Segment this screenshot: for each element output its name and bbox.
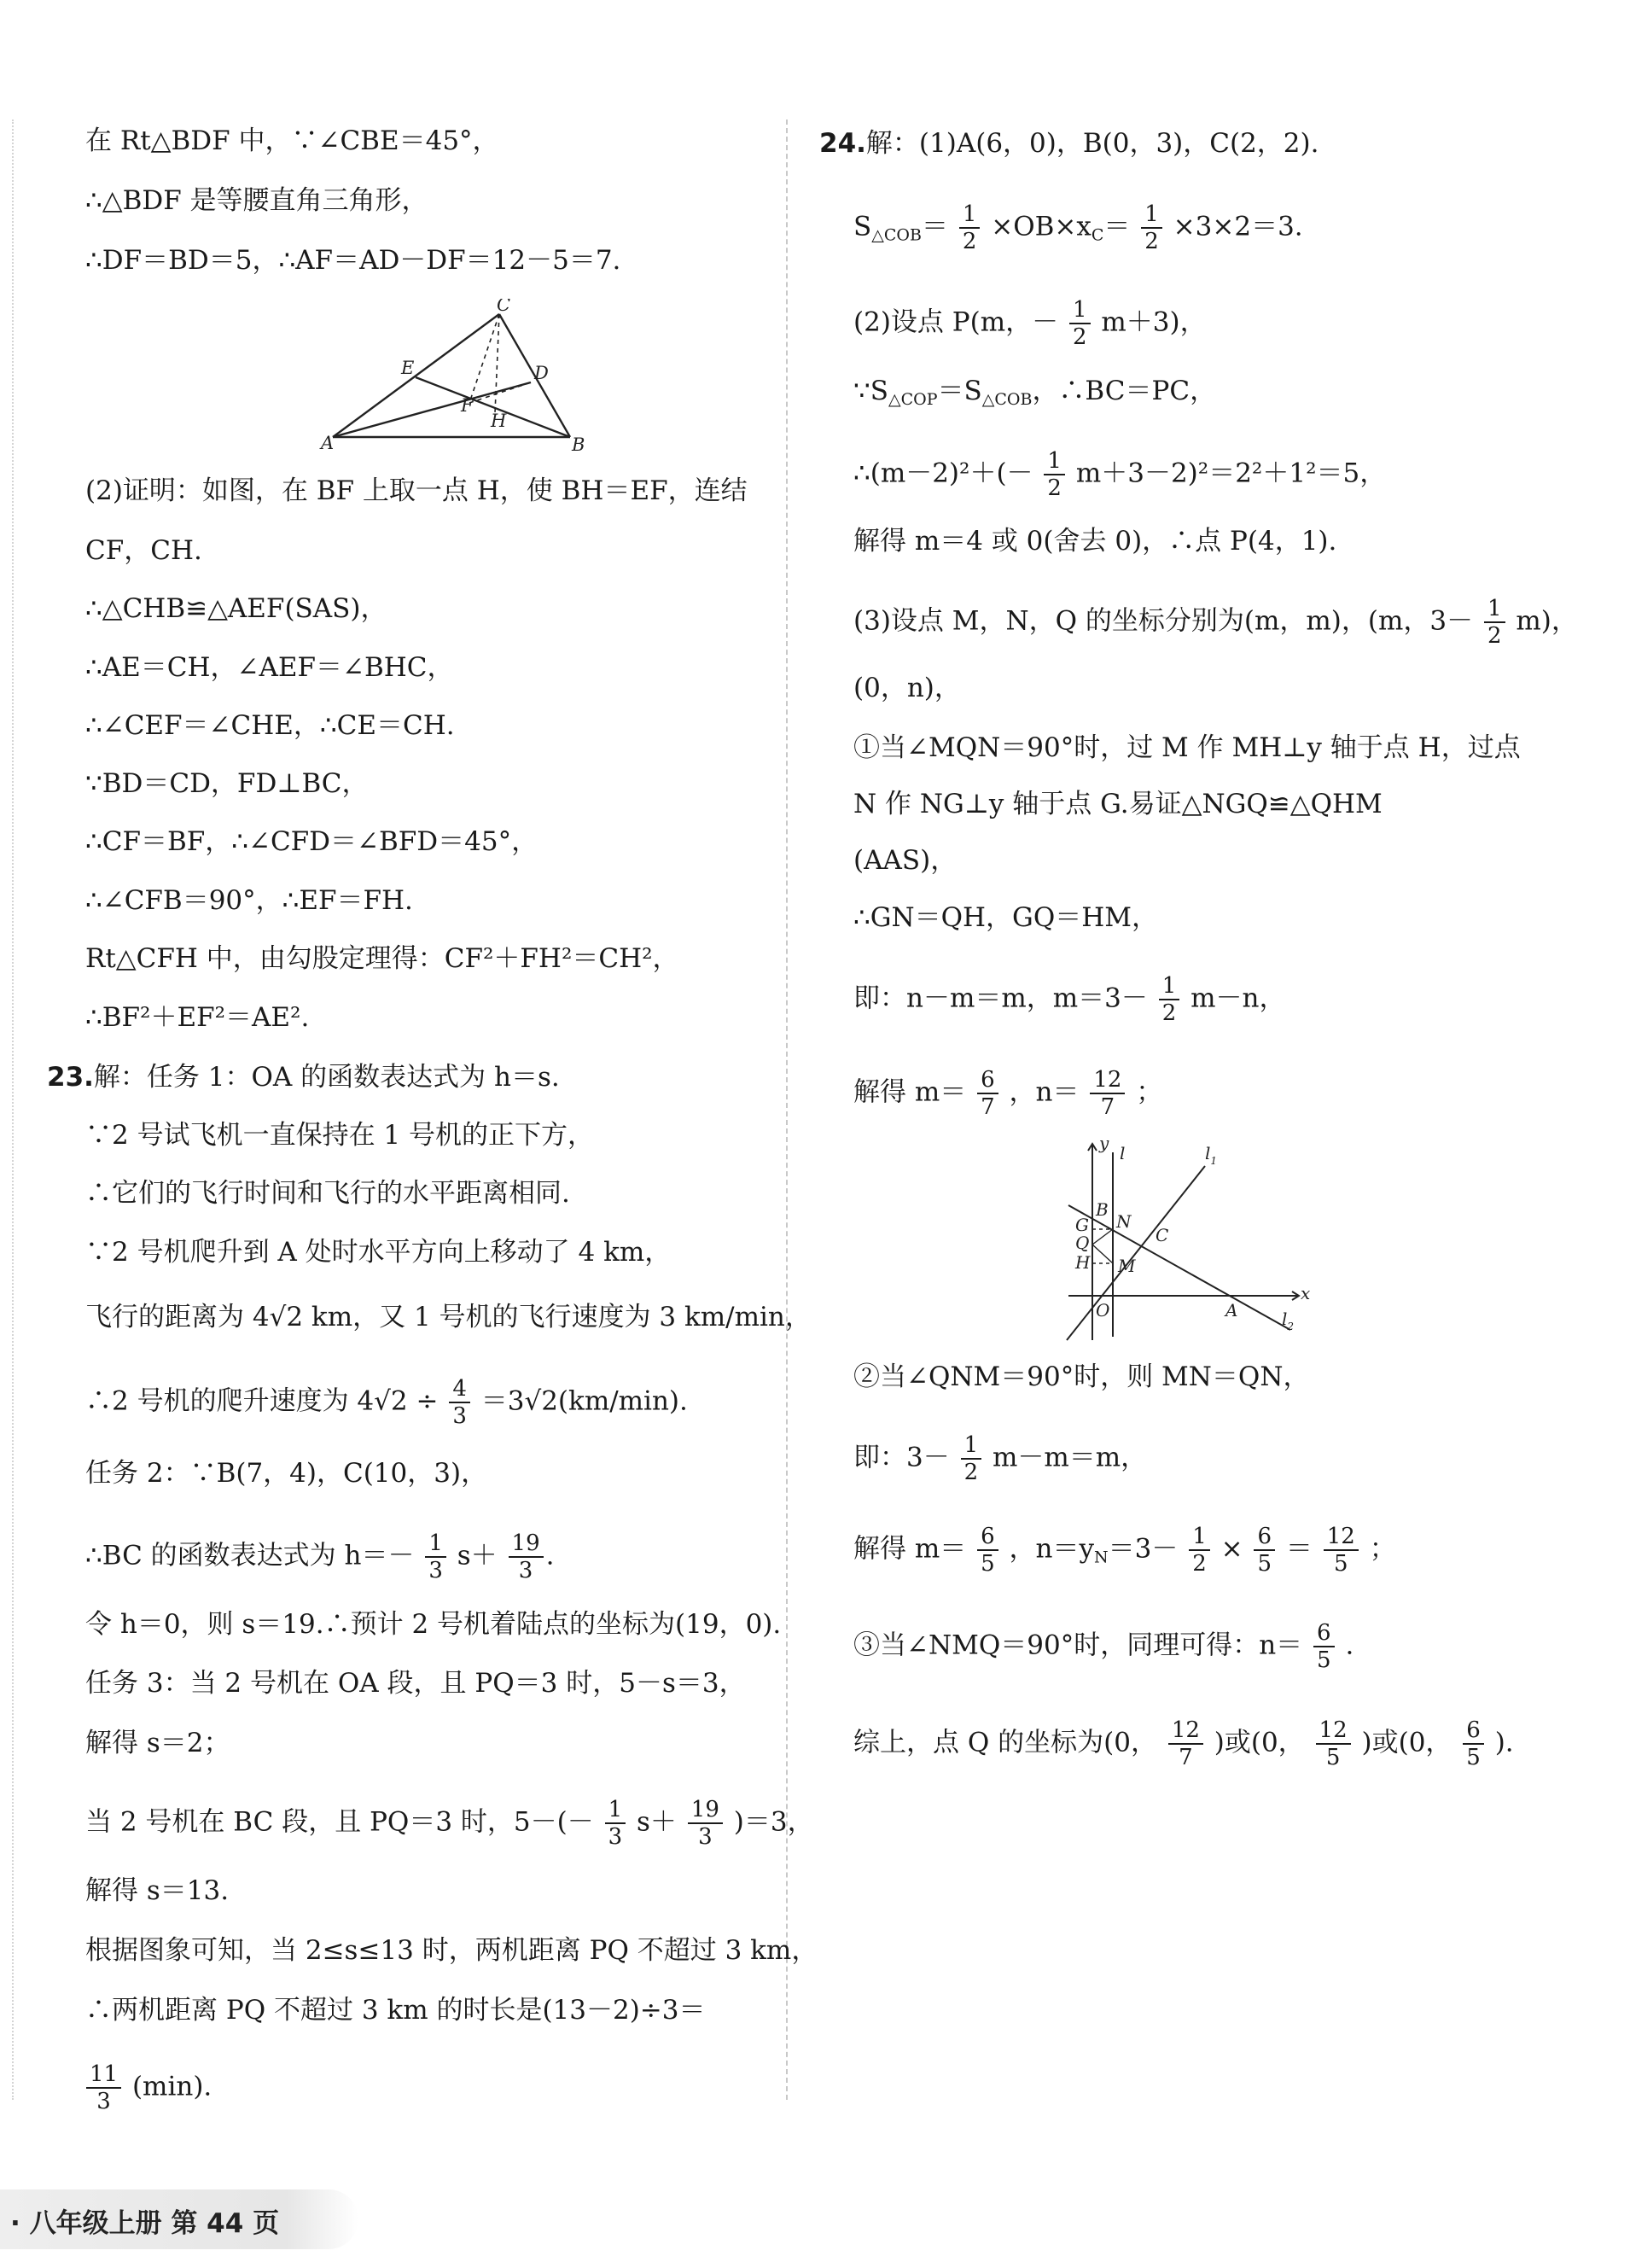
label-h: H xyxy=(1075,1252,1091,1273)
text-line: ②当∠QNM＝90°时，则 MN＝QN， xyxy=(853,1361,1310,1392)
subscript: △COB xyxy=(871,225,922,245)
label-c: C xyxy=(1156,1225,1169,1245)
page-number-label: · 八年级上册 第 44 页 xyxy=(10,2208,280,2239)
label-l: l xyxy=(1120,1143,1126,1163)
segment-qm xyxy=(1092,1245,1113,1263)
text-span: ×OB×x xyxy=(991,211,1092,242)
denominator: 5 xyxy=(1317,1647,1331,1673)
fraction xyxy=(1090,1067,1125,1120)
text-line: 解得 m＝4 或 0(舍去 0)，∴点 P(4，1). xyxy=(853,526,1337,557)
label-m: M xyxy=(1118,1256,1136,1276)
numerator: 12 xyxy=(1168,1717,1203,1745)
denominator: 2 xyxy=(963,1460,979,1485)
numerator: 1 xyxy=(1189,1524,1210,1551)
coordinate-figure xyxy=(1058,1135,1314,1349)
text-span: ＝ xyxy=(1103,211,1131,242)
denominator: 3 xyxy=(452,1403,467,1429)
text-line: ∴DF＝BD＝5，∴AF＝AD－DF＝12－5＝7. xyxy=(85,245,621,276)
denominator: 2 xyxy=(1161,1000,1177,1026)
text-span: m－m＝m， xyxy=(993,1442,1148,1473)
text-span: m－n， xyxy=(1190,982,1286,1014)
fraction xyxy=(977,1067,998,1120)
text-line: N 作 NG⊥y 轴于点 G.易证△NGQ≌△QHM xyxy=(853,789,1383,819)
segment-cf xyxy=(469,314,499,403)
denominator: 3 xyxy=(96,2089,111,2114)
label-x: x xyxy=(1301,1283,1311,1303)
formula-line xyxy=(853,973,1286,1026)
formula-line xyxy=(853,201,1303,254)
text-span: m＋3)， xyxy=(1101,306,1207,338)
formula-line xyxy=(853,297,1207,350)
text-span: )或(0， xyxy=(1361,1727,1452,1758)
page-footer xyxy=(0,2189,358,2249)
text-span: ). xyxy=(1494,1727,1514,1758)
fraction xyxy=(1463,1717,1484,1770)
fraction xyxy=(961,1432,982,1485)
fraction xyxy=(977,1524,998,1577)
numerator: 12 xyxy=(1090,1067,1125,1094)
label-g: G xyxy=(1075,1215,1089,1235)
fraction xyxy=(1324,1524,1359,1577)
fraction xyxy=(1254,1524,1275,1577)
formula-line xyxy=(853,1067,1162,1120)
label-o: O xyxy=(1096,1300,1110,1321)
text-span: ③当∠NMQ＝90°时，同理可得：n＝ xyxy=(853,1630,1303,1661)
denominator: 7 xyxy=(1100,1094,1115,1120)
subscript: △COB xyxy=(981,390,1033,409)
text-line: (2)证明：如图，在 BF 上取一点 H，使 BH＝EF，连结 xyxy=(85,475,748,506)
denominator: 2 xyxy=(1072,324,1087,350)
label-a: A xyxy=(1225,1300,1238,1321)
fraction xyxy=(1069,297,1091,350)
text-span: ×3×2＝3. xyxy=(1173,211,1303,242)
fraction xyxy=(959,201,981,254)
text-span: (2)设点 P(m，－ xyxy=(853,306,1059,338)
numerator: 1 xyxy=(1159,973,1180,1000)
text-span: 解得 m＝ xyxy=(853,1076,967,1108)
text-span: ＝ xyxy=(921,211,948,242)
numerator: 1 xyxy=(605,1797,626,1824)
formula-line xyxy=(853,1620,1353,1673)
text-line: ∴∠CFB＝90°，∴EF＝FH. xyxy=(85,885,413,916)
text-line: 解：任务 1：OA 的函数表达式为 h＝s. xyxy=(93,1062,560,1093)
text-line: 在 Rt△BDF 中，∵∠CBE＝45°， xyxy=(85,125,499,156)
text-line: ∴BF²＋EF²＝AE². xyxy=(85,1002,310,1033)
fraction xyxy=(1316,1717,1351,1770)
text-span: 解得 m＝ xyxy=(853,1533,967,1565)
denominator: 2 xyxy=(1144,229,1159,254)
formula-line xyxy=(84,2061,212,2114)
denominator: 2 xyxy=(1047,475,1062,501)
fraction xyxy=(688,1797,723,1850)
text-line: 解：(1)A(6，0)，B(0，3)，C(2，2). xyxy=(865,128,1319,159)
text-line: 解得 s＝13. xyxy=(85,1875,230,1906)
text-span: (min). xyxy=(131,2071,212,2102)
numerator: 1 xyxy=(1484,596,1505,623)
denominator: 2 xyxy=(962,229,977,254)
text-span: . xyxy=(1345,1630,1354,1661)
numerator: 1 xyxy=(1141,201,1162,229)
label-l2-sub: 2 xyxy=(1287,1321,1295,1332)
text-line: ∵2 号试飞机一直保持在 1 号机的正下方， xyxy=(85,1120,595,1151)
text-span: 即：n－m＝m，m＝3－ xyxy=(853,982,1148,1014)
fraction xyxy=(425,1530,446,1583)
text-line: 飞行的距离为 4√2 km，又 1 号机的飞行速度为 3 km/min， xyxy=(85,1302,812,1332)
fraction xyxy=(509,1530,544,1583)
formula-line xyxy=(853,596,1578,649)
text-line: ∵2 号机爬升到 A 处时水平方向上移动了 4 km， xyxy=(85,1237,672,1268)
denominator: 2 xyxy=(1487,623,1502,649)
label-l2-main: l xyxy=(1282,1309,1288,1329)
label-f: F xyxy=(461,395,474,416)
numerator: 4 xyxy=(449,1376,470,1403)
text-line: ∴两机距离 PQ 不超过 3 km 的时长是(13－2)÷3＝ xyxy=(85,1995,706,2026)
text-line: 根据图象可知，当 2≤s≤13 时，两机距离 PQ 不超过 3 km， xyxy=(85,1935,818,1966)
text-span: ∴BC 的函数表达式为 h＝－ xyxy=(85,1540,415,1571)
triangle-figure xyxy=(316,299,623,452)
numerator: 1 xyxy=(961,1432,982,1460)
numerator: 1 xyxy=(959,201,981,229)
fraction xyxy=(1159,973,1180,1026)
text-span: × xyxy=(1220,1533,1243,1565)
text-span: ＝S xyxy=(937,376,982,406)
text-span: ∴(m－2)²＋(－ xyxy=(853,458,1033,489)
label-b: B xyxy=(572,434,585,452)
text-line: ∴它们的飞行时间和飞行的水平距离相同. xyxy=(85,1178,570,1209)
label-h: H xyxy=(491,411,507,431)
text-span: ； xyxy=(1136,1076,1163,1108)
numerator: 1 xyxy=(1044,448,1065,475)
text-line: 令 h＝0，则 s＝19.∴预计 2 号机着陆点的坐标为(19，0). xyxy=(85,1609,782,1640)
denominator: 3 xyxy=(608,1824,623,1850)
numerator: 19 xyxy=(509,1530,544,1558)
segment-ac xyxy=(333,314,499,437)
text-line: ∴CF＝BF，∴∠CFD＝∠BFD＝45°， xyxy=(85,826,538,857)
formula-line xyxy=(85,1376,688,1429)
text-span: ∵S xyxy=(853,376,888,406)
text-span: ，n＝ xyxy=(1009,1076,1080,1108)
denominator: 7 xyxy=(1179,1745,1193,1770)
formula-line xyxy=(853,1717,1514,1770)
label-l1 xyxy=(1205,1143,1217,1167)
label-e: E xyxy=(401,358,415,378)
problem-23 xyxy=(47,1060,560,1094)
text-span: m)， xyxy=(1516,605,1578,637)
fraction xyxy=(1141,201,1162,254)
denominator: 5 xyxy=(1257,1551,1272,1577)
label-n: N xyxy=(1116,1211,1132,1232)
fraction xyxy=(1484,596,1505,649)
label-b: B xyxy=(1096,1199,1109,1220)
text-span: ＝3－ xyxy=(1108,1533,1179,1565)
text-span: S xyxy=(853,211,872,242)
numerator: 6 xyxy=(1254,1524,1275,1551)
denominator: 3 xyxy=(518,1558,533,1583)
text-span: ∴2 号机的爬升速度为 4√2 ÷ xyxy=(85,1385,439,1417)
text-line: (0，n)， xyxy=(853,673,961,703)
denominator: 5 xyxy=(1334,1551,1348,1577)
text-span: 综上，点 Q 的坐标为(0， xyxy=(853,1727,1157,1758)
label-d: D xyxy=(534,363,549,383)
problem-24 xyxy=(819,126,1319,160)
text-line: ∵BD＝CD，FD⊥BC， xyxy=(85,768,369,799)
numerator: 19 xyxy=(688,1797,723,1824)
segment-qn xyxy=(1092,1229,1113,1245)
text-line: ∴GN＝QH，GQ＝HM， xyxy=(853,902,1159,933)
left-margin-rule xyxy=(12,120,14,2100)
fraction xyxy=(1313,1620,1335,1673)
formula-line xyxy=(853,448,1386,501)
denominator: 5 xyxy=(981,1551,995,1577)
text-line: Rt△CFH 中，由勾股定理得：CF²＋FH²＝CH²， xyxy=(85,943,679,974)
text-span: ＝ xyxy=(1285,1533,1313,1565)
numerator: 11 xyxy=(86,2061,121,2089)
denominator: 5 xyxy=(1466,1745,1481,1770)
text-span: m＋3－2)²＝2²＋1²＝5， xyxy=(1075,458,1387,489)
subscript: △COP xyxy=(888,390,938,409)
text-span: s＋ xyxy=(637,1806,677,1838)
problem-number: 23. xyxy=(47,1062,94,1093)
numerator: 6 xyxy=(1313,1620,1335,1647)
problem-number: 24. xyxy=(819,128,866,159)
text-span: 即：3－ xyxy=(853,1442,950,1473)
text-line: (AAS)， xyxy=(853,845,958,876)
label-l1-main: l xyxy=(1205,1143,1211,1163)
formula-line xyxy=(853,1524,1396,1577)
text-line: 任务 3：当 2 号机在 OA 段，且 PQ＝3 时，5－s＝3， xyxy=(85,1668,746,1699)
subscript: N xyxy=(1094,1548,1109,1567)
numerator: 6 xyxy=(1463,1717,1484,1745)
text-line: ∴AE＝CH，∠AEF＝∠BHC， xyxy=(85,652,454,683)
denominator: 2 xyxy=(1192,1551,1207,1577)
numerator: 12 xyxy=(1324,1524,1359,1551)
text-line: ∴∠CEF＝∠CHE，∴CE＝CH. xyxy=(85,710,455,741)
subscript: C xyxy=(1091,225,1104,245)
label-y: y xyxy=(1099,1135,1109,1153)
text-span: )＝3， xyxy=(733,1806,814,1838)
formula-line xyxy=(853,1432,1147,1485)
text-span: s＋ xyxy=(457,1540,498,1571)
text-line: 任务 2：∵B(7，4)，C(10，3)， xyxy=(85,1458,488,1489)
denominator: 7 xyxy=(981,1094,995,1120)
text-span: ＝3√2(km/min). xyxy=(480,1385,688,1417)
segment-ch xyxy=(495,314,499,413)
fraction xyxy=(1168,1717,1203,1770)
segment-fd xyxy=(469,382,531,403)
fraction xyxy=(605,1797,626,1850)
label-l2 xyxy=(1282,1309,1294,1332)
numerator: 6 xyxy=(977,1067,998,1094)
formula-line: ∴BC 的函数表达式为 h＝－ $\frac{1}{3}$ s＋ $\frac{19}{3}$ . xyxy=(85,1530,555,1583)
formula-line xyxy=(85,1797,814,1850)
text-span: )或(0， xyxy=(1214,1727,1305,1758)
fraction xyxy=(449,1376,470,1429)
label-l1-sub: 1 xyxy=(1210,1155,1218,1167)
text-span: ，n＝y xyxy=(1009,1533,1094,1565)
denominator: 3 xyxy=(428,1558,443,1583)
numerator: 1 xyxy=(1069,297,1091,324)
text-span: ，∴BC＝PC， xyxy=(1032,376,1217,406)
label-a: A xyxy=(321,433,335,452)
text-line: ∴△CHB≌△AEF(SAS)， xyxy=(85,593,387,624)
numerator: 12 xyxy=(1316,1717,1351,1745)
denominator: 5 xyxy=(1325,1745,1341,1770)
denominator: 3 xyxy=(698,1824,713,1850)
label-c: C xyxy=(497,299,511,315)
text-span: 当 2 号机在 BC 段，且 PQ＝3 时，5－(－ xyxy=(85,1806,594,1838)
text-span: ； xyxy=(1369,1533,1396,1565)
text-line: CF，CH. xyxy=(85,535,202,566)
text-line: ∴△BDF 是等腰直角三角形， xyxy=(85,185,428,216)
formula-line xyxy=(853,374,1216,417)
text-line: 解得 s＝2； xyxy=(85,1728,230,1758)
label-q: Q xyxy=(1075,1233,1090,1253)
fraction xyxy=(1189,1524,1210,1577)
text-line: ①当∠MQN＝90°时，过 M 作 MH⊥y 轴于点 H，过点 xyxy=(853,732,1521,763)
numerator: 1 xyxy=(425,1530,446,1558)
numerator: 6 xyxy=(977,1524,998,1551)
fraction xyxy=(86,2061,121,2114)
text-span: (3)设点 M，N，Q 的坐标分别为(m，m)，(m，3－ xyxy=(853,605,1474,637)
fraction xyxy=(1044,448,1065,501)
